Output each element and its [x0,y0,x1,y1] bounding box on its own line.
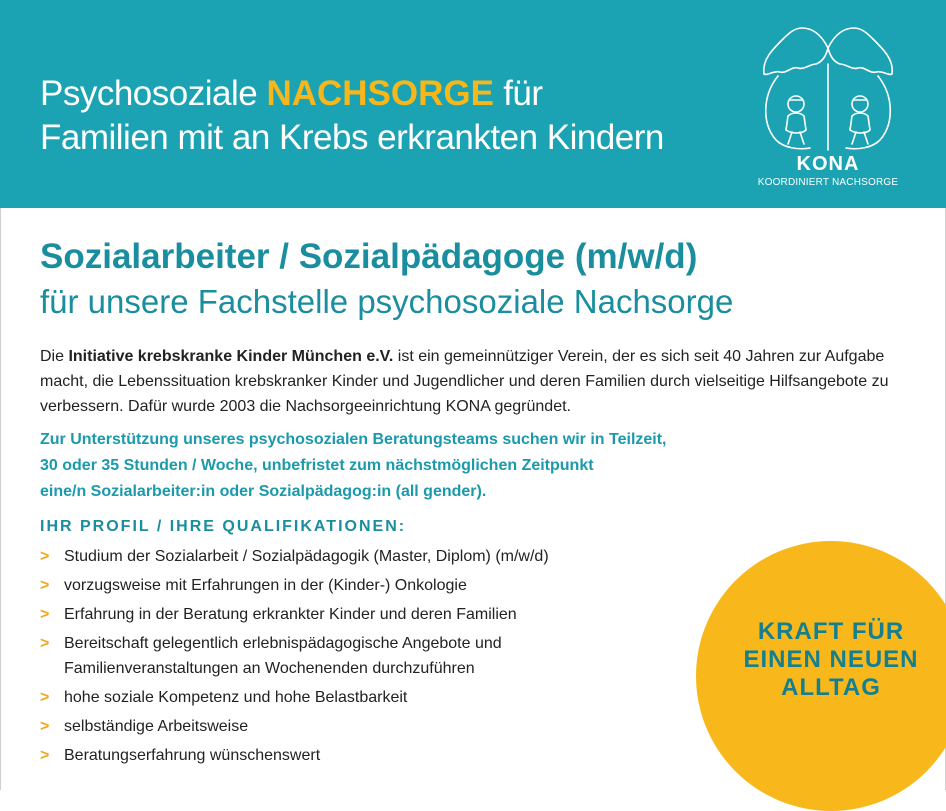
slogan-line-3: ALLTAG [781,674,881,701]
list-item-text: Studium der Sozialarbeit / Sozialpädagogik (Master, Diplom) (m/w/d) [64,548,549,565]
list-item [40,573,680,598]
search-line-1: Zur Unterstützung unseres psychosozialen Beratungsteams suchen wir in Teilzeit, [40,431,667,448]
header-title-post: für [493,74,543,113]
header-title-line2: Familien mit an Krebs erkrankten Kindern [40,118,664,157]
job-title: Sozialarbeiter / Sozialpädagoge (m/w/d) [40,237,698,276]
list-item-text: Bereitschaft gelegentlich erlebnispädagogische Angebote und Familienveranstaltungen an Wochenenden durchzuführen [64,635,502,677]
chevron-right-icon: > [40,689,50,706]
chevron-right-icon: > [40,635,50,652]
slogan-line-2: EINEN NEUEN [743,646,919,673]
profile-heading: IHR PROFIL / IHRE QUALIFIKATIONEN: [40,518,407,535]
slogan-text [696,618,946,702]
header-title-line1 [40,72,664,116]
list-item [40,631,680,681]
list-item-text: hohe soziale Kompetenz und hohe Belastbarkeit [64,689,408,706]
list-item [40,544,680,569]
intro-paragraph [40,344,920,419]
list-item-text: Beratungserfahrung wünschenswert [64,747,321,764]
chevron-right-icon: > [40,577,50,594]
search-line-2: 30 oder 35 Stunden / Woche, unbefristet zum nächstmöglichen Zeitpunkt [40,457,594,474]
header-title-accent: NACHSORGE [266,74,494,113]
list-item [40,602,680,627]
list-item-text: Erfahrung in der Beratung erkrankter Kinder und deren Familien [64,606,517,623]
list-item [40,714,680,739]
intro-pre: Die [40,348,69,365]
chevron-right-icon: > [40,747,50,764]
slogan-line-1: KRAFT FÜR [757,618,905,645]
chevron-right-icon: > [40,718,50,735]
list-item [40,743,680,768]
job-subtitle: für unsere Fachstelle psychosoziale Nachsorge [40,283,734,320]
kona-logo [748,20,908,200]
chevron-right-icon: > [40,606,50,623]
list-item-text: vorzugsweise mit Erfahrungen in der (Kinder-) Onkologie [64,577,467,594]
logo-name: KONA [796,153,860,175]
qualification-list [40,544,680,772]
search-statement [40,427,900,505]
search-line-3: eine/n Sozialarbeiter:in oder Sozialpädagog:in (all gender). [40,483,487,500]
ginkgo-leaf-children-icon [748,20,908,155]
chevron-right-icon: > [40,548,50,565]
logo-tagline: KOORDINIERT NACHSORGE [757,177,899,188]
list-item-text: selbständige Arbeitsweise [64,718,249,735]
list-item [40,685,680,710]
header-banner [0,0,946,208]
intro-post: ist ein gemeinnütziger Verein, der es sich seit 40 Jahren zur Aufgabe macht, die Lebenssituation krebskranker Kinder und Jugendlicher und deren Familien durch vielseitige Hilfsangebote zu verbessern. Dafür wurde 2003 die Nachsorgeeinrichtung KONA gegründet. [40,348,889,415]
organization-name: Initiative krebskranke Kinder München e.V. [68,348,394,365]
header-title-pre: Psychosoziale [40,74,267,113]
header-title [40,72,664,160]
